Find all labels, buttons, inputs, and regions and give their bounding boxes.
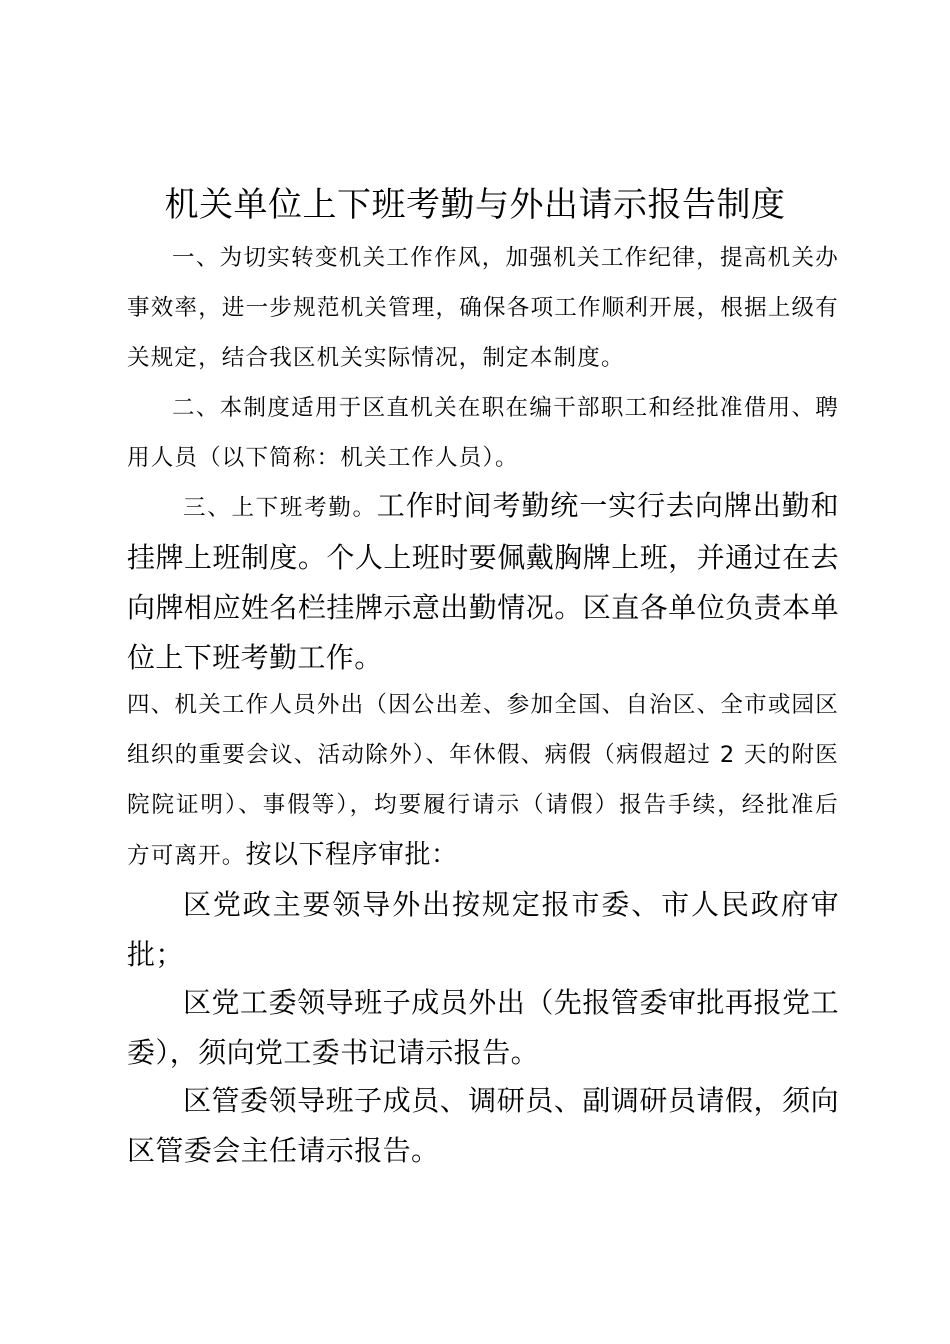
paragraph-5: 区党政主要领导外出按规定报市委、市人民政府审批；: [127, 888, 839, 971]
paragraph-3-lead: 三、上下班考勤。: [183, 495, 377, 521]
paragraph-3: [127, 481, 839, 683]
paragraph-1: 一、为切实转变机关工作作风，加强机关工作纪律，提高机关办事效率，进一步规范机关管理，确保各项工作顺利开展，根据上级有关规定，结合我区机关实际情况，制定本制度。: [127, 245, 839, 371]
document-title: 机关单位上下班考勤与外出请示报告制度: [164, 185, 786, 225]
paragraph-4-tail: 按以下程序审批：: [245, 840, 458, 870]
paragraph-3-body: 工作时间考勤统一实行去向牌出勤和挂牌上班制度。个人上班时要佩戴胸牌上班，并通过在去向牌相应姓名栏挂牌示意出勤情况。区直各单位负责本单位上下班考勤工作。: [127, 489, 839, 674]
paragraph-2: 二、本制度适用于区直机关在职在编干部职工和经批准借用、聘用人员（以下简称：机关工作人员）。: [127, 395, 839, 471]
paragraph-4: [127, 680, 839, 881]
paragraph-4-body: 四、机关工作人员外出（因公出差、参加全国、自治区、全市或园区组织的重要会议、活动除外）、年休假、病假（病假超过 2 天的附医院院证明）、事假等），均要履行请示（请假）报告手续，经批准后方可离开。: [127, 692, 839, 869]
paragraph-7: 区管委领导班子成员、调研员、副调研员请假，须向区管委会主任请示报告。: [127, 1084, 839, 1167]
paragraph-6: 区党工委领导班子成员外出（先报管委审批再报党工委），须向党工委书记请示报告。: [127, 986, 839, 1069]
